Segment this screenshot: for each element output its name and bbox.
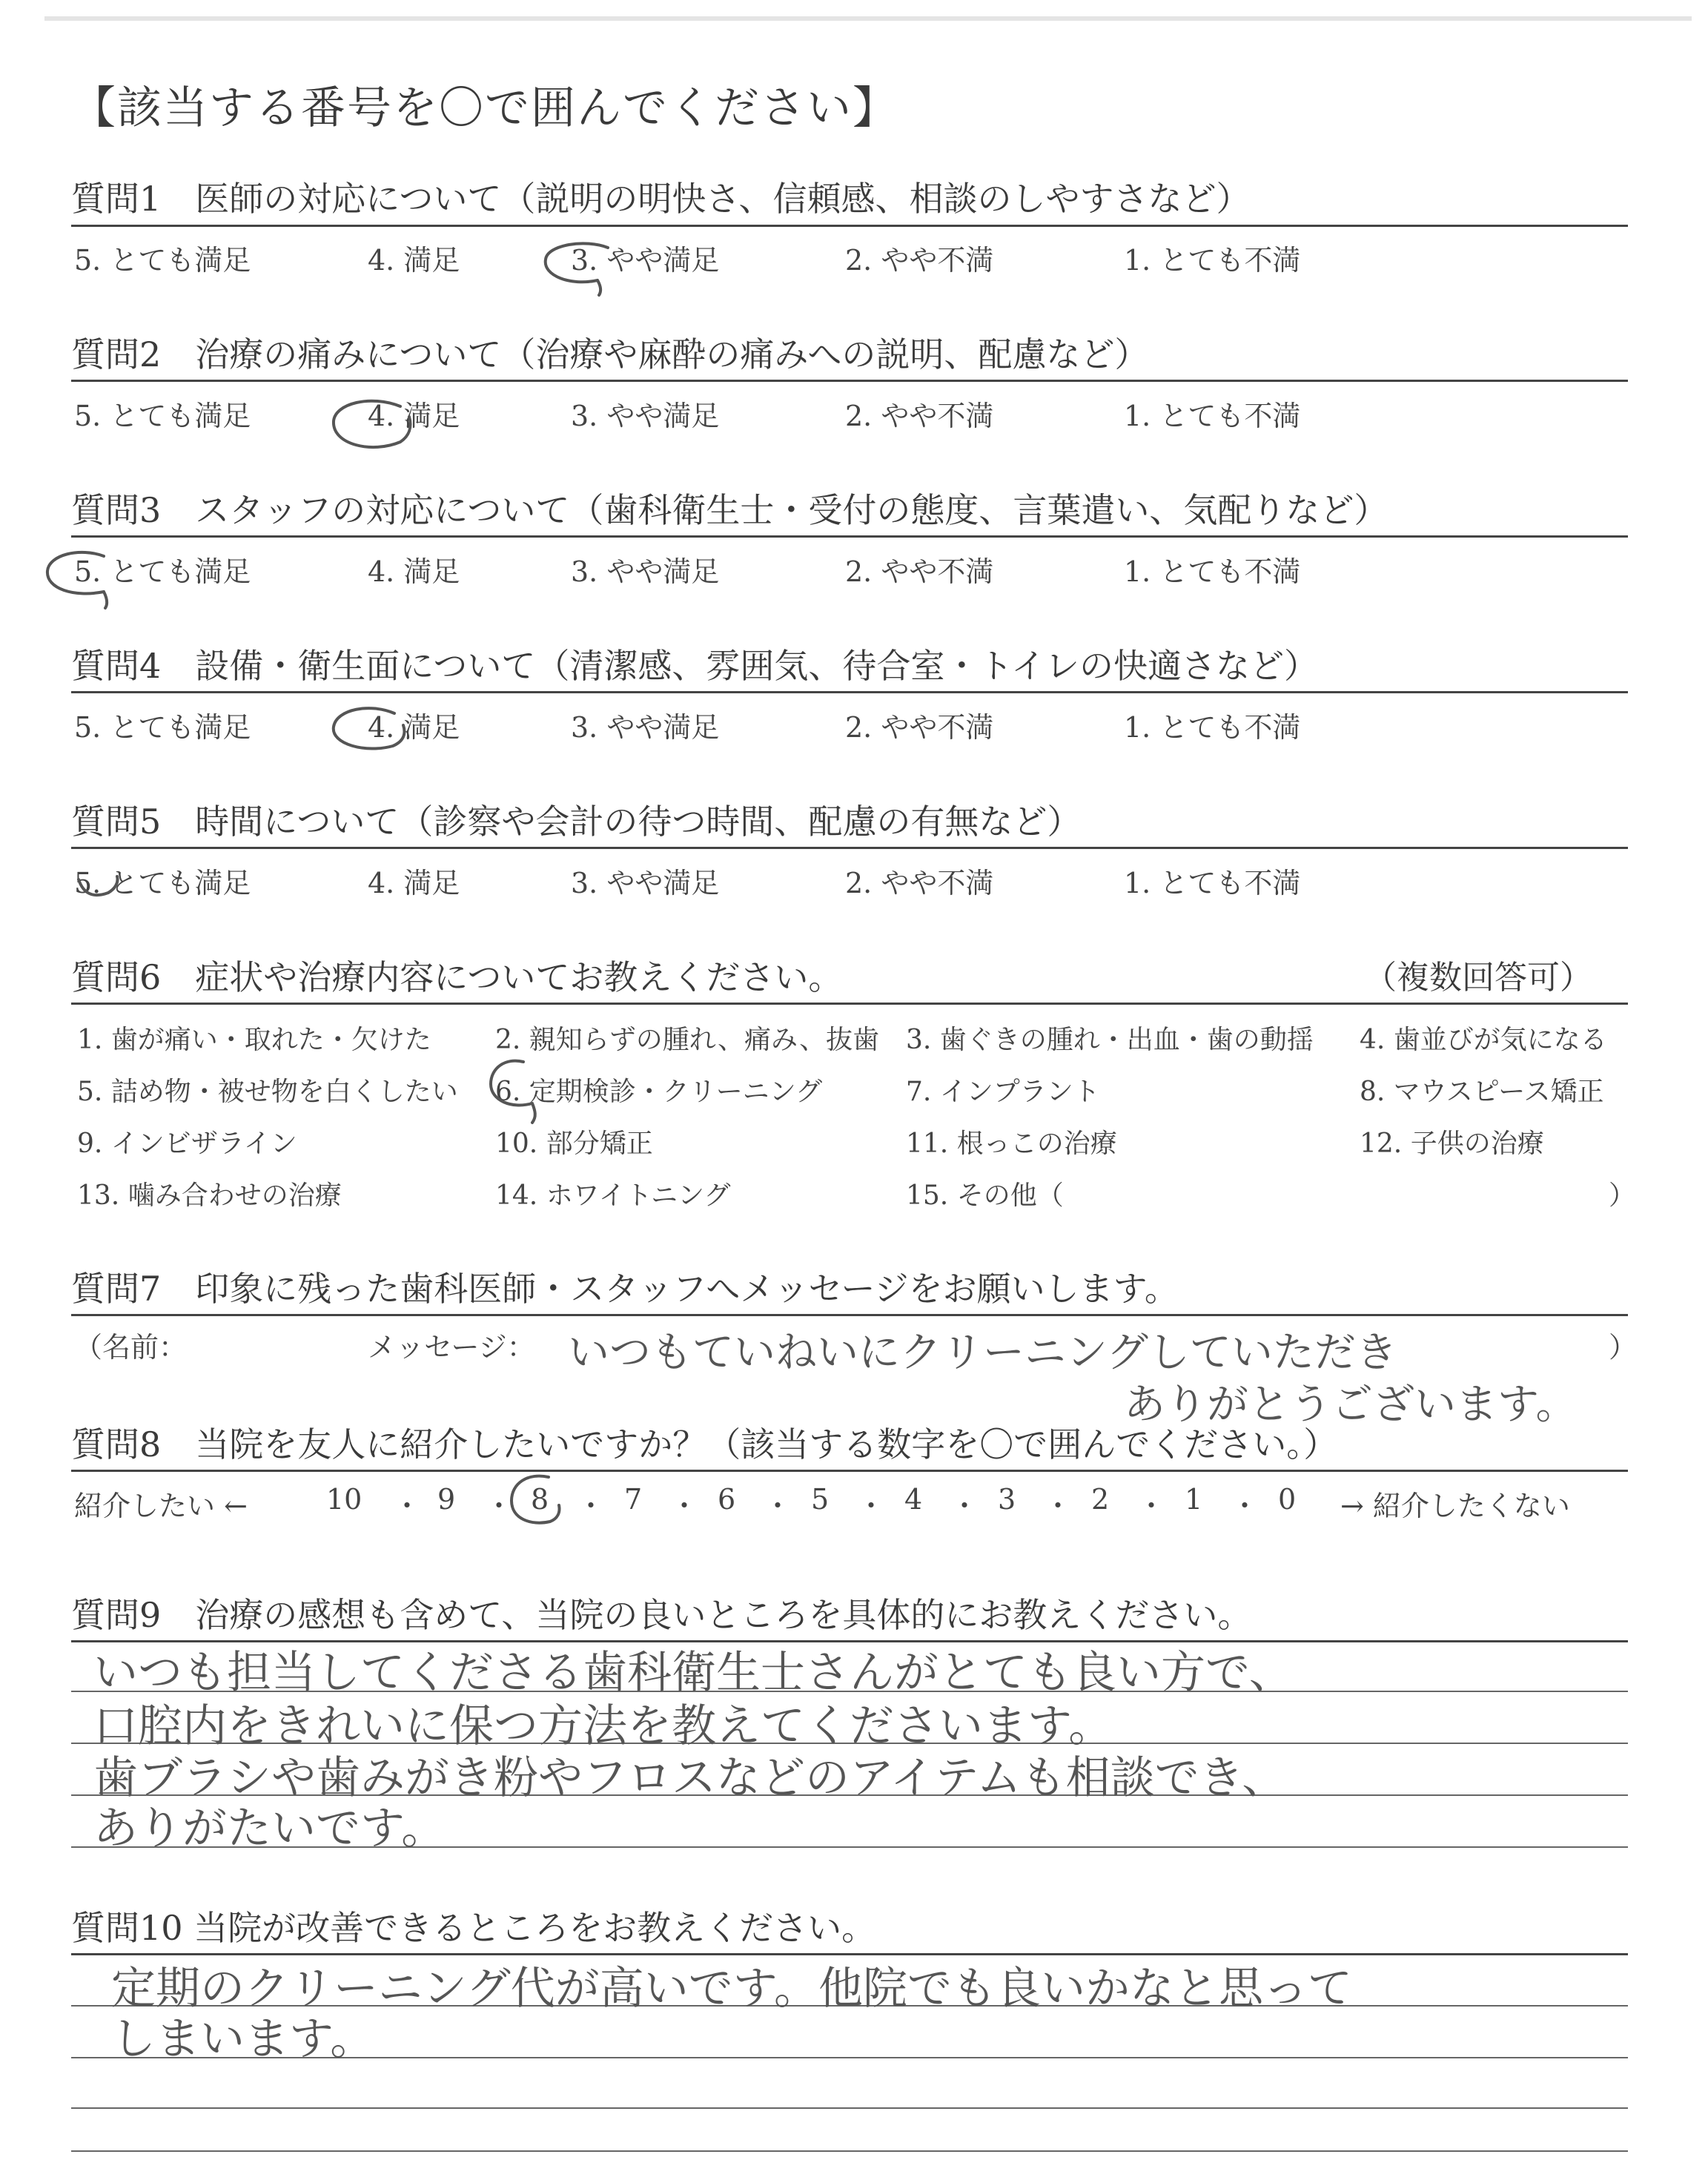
q6-option-1[interactable]: 1. 歯が痛い・取れた・欠けた <box>77 1025 431 1055</box>
q10-answer-line-1: 定期のクリーニング代が高いです。他院でも良いかなと思って <box>111 1963 1352 2015</box>
q10-answer-line-2: しまいます。 <box>111 2013 375 2065</box>
q6-option-14[interactable]: 14. ホワイトニング <box>495 1180 731 1211</box>
q1-option-5[interactable]: 5. とても満足 <box>74 244 251 277</box>
scale-1[interactable]: 1 <box>1185 1483 1203 1516</box>
q3-option-1[interactable]: 1. とても不満 <box>1124 555 1301 588</box>
q3-option-5[interactable]: 5. とても満足 <box>74 555 251 588</box>
scale-8[interactable]: 8 <box>531 1483 549 1516</box>
scale-10[interactable]: 10 <box>326 1483 363 1516</box>
q6-option-8[interactable]: 8. マウスピース矯正 <box>1360 1077 1604 1107</box>
q9-answer-line-3: 歯ブラシや歯みがき粉やフロスなどのアイテムも相談でき、 <box>93 1752 1287 1804</box>
q2-option-1[interactable]: 1. とても不満 <box>1124 400 1301 432</box>
scale-dot: ・ <box>857 1490 886 1522</box>
q5-option-3[interactable]: 3. やや満足 <box>571 867 720 899</box>
scale-dot: ・ <box>393 1490 422 1522</box>
scale-6[interactable]: 6 <box>718 1483 736 1516</box>
question-8-title: 質問8 当院を友人に紹介したいですか？（該当する数字を〇で囲んでください。） <box>71 1424 1338 1464</box>
q6-option-12[interactable]: 12. 子供の治療 <box>1360 1129 1544 1159</box>
q9-answer-line-2: 口腔内をきれいに保つ方法を教えてくださいます。 <box>93 1700 1113 1752</box>
q6-option-10[interactable]: 10. 部分矯正 <box>495 1129 653 1159</box>
q2-option-4[interactable]: 4. 満足 <box>368 400 460 432</box>
q5-option-4[interactable]: 4. 満足 <box>368 867 460 899</box>
q9-answer-line-1: いつも担当してくださる歯科衛生士さんがとても良い方で、 <box>93 1647 1294 1699</box>
scale-dot: ・ <box>1231 1490 1260 1522</box>
q2-option-3[interactable]: 3. やや満足 <box>571 400 720 432</box>
q6-option-3[interactable]: 3. 歯ぐきの腫れ・出血・歯の動揺 <box>906 1025 1314 1055</box>
multiple-answers-note: （複数回答可） <box>1364 959 1592 997</box>
q6-option-2[interactable]: 2. 親知らずの腫れ、痛み、抜歯 <box>495 1025 880 1055</box>
q5-selection-circle <box>79 876 118 895</box>
message-close-paren: ） <box>1609 1331 1638 1364</box>
q4-option-4[interactable]: 4. 満足 <box>368 711 460 744</box>
q1-option-2[interactable]: 2. やや不満 <box>845 244 994 277</box>
page-title: 【該当する番号を〇で囲んでください】 <box>71 82 898 134</box>
q1-selection-circle <box>546 243 608 295</box>
q3-option-3[interactable]: 3. やや満足 <box>571 555 720 588</box>
scale-0[interactable]: 0 <box>1278 1483 1297 1516</box>
scale-dot: ・ <box>670 1490 699 1522</box>
scale-5[interactable]: 5 <box>811 1483 830 1516</box>
q1-option-1[interactable]: 1. とても不満 <box>1124 244 1301 277</box>
q1-option-4[interactable]: 4. 満足 <box>368 244 460 277</box>
question-4-title: 質問4 設備・衛生面について（清潔感、雰囲気、待合室・トイレの快適さなど） <box>71 646 1319 686</box>
question-3-title: 質問3 スタッフの対応について（歯科衛生士・受付の態度、言葉遣い、気配りなど） <box>71 490 1388 530</box>
q6-option-5[interactable]: 5. 詰め物・被せ物を白くしたい <box>77 1077 458 1107</box>
q8-selection-circle <box>512 1476 560 1523</box>
scale-dot: ・ <box>1137 1490 1166 1522</box>
q5-option-1[interactable]: 1. とても不満 <box>1124 867 1301 899</box>
message-handwritten-line-2: ありがとうございます。 <box>1124 1381 1578 1429</box>
q4-option-1[interactable]: 1. とても不満 <box>1124 711 1301 744</box>
question-2-title: 質問2 治療の痛みについて（治療や麻酔の痛みへの説明、配慮など） <box>71 334 1149 374</box>
q2-option-2[interactable]: 2. やや不満 <box>845 400 994 432</box>
scale-dot: ・ <box>950 1490 979 1522</box>
q4-selection-circle <box>334 708 405 748</box>
q3-selection-circle <box>47 552 107 608</box>
q6-option-15[interactable]: 15. その他（ <box>906 1180 1064 1211</box>
scale-9[interactable]: 9 <box>437 1483 456 1516</box>
q3-option-4[interactable]: 4. 満足 <box>368 555 460 588</box>
question-7-title: 質問7 印象に残った歯科医師・スタッフへメッセージをお願いします。 <box>71 1269 1179 1309</box>
q3-option-2[interactable]: 2. やや不満 <box>845 555 994 588</box>
q6-other-close-paren: ） <box>1609 1180 1636 1211</box>
recommend-right-label: → 紹介したくない <box>1340 1490 1570 1522</box>
q4-option-2[interactable]: 2. やや不満 <box>845 711 994 744</box>
q6-option-6[interactable]: 6. 定期検診・クリーニング <box>495 1077 823 1107</box>
scale-4[interactable]: 4 <box>904 1483 923 1516</box>
q4-option-3[interactable]: 3. やや満足 <box>571 711 720 744</box>
recommend-left-label: 紹介したい ← <box>74 1490 248 1522</box>
question-9-title: 質問9 治療の感想も含めて、当院の良いところを具体的にお教えください。 <box>71 1595 1252 1635</box>
message-handwritten-line-1: いつもていねいにクリーニングしていただき <box>568 1329 1397 1377</box>
message-label: メッセージ： <box>368 1331 535 1364</box>
q5-option-5[interactable]: 5. とても満足 <box>74 867 251 899</box>
scale-dot: ・ <box>764 1490 792 1522</box>
q6-option-7[interactable]: 7. インプラント <box>906 1077 1100 1107</box>
q6-option-11[interactable]: 11. 根っこの治療 <box>906 1129 1117 1159</box>
scale-dot: ・ <box>1044 1490 1073 1522</box>
q5-option-2[interactable]: 2. やや不満 <box>845 867 994 899</box>
question-5-title: 質問5 時間について（診察や会計の待つ時間、配慮の有無など） <box>71 802 1082 842</box>
scale-dot: ・ <box>485 1490 514 1522</box>
scale-7[interactable]: 7 <box>624 1483 643 1516</box>
question-1-title: 質問1 医師の対応について（説明の明快さ、信頼感、相談のしやすさなど） <box>71 179 1251 219</box>
question-6-title: 質問6 症状や治療内容についてお教えください。 <box>71 957 843 997</box>
question-10-title: 質問10 当院が改善できるところをお教えください。 <box>71 1908 876 1948</box>
q2-selection-circle <box>334 401 411 447</box>
q6-option-9[interactable]: 9. インビザライン <box>77 1129 297 1159</box>
q6-option-4[interactable]: 4. 歯並びが気になる <box>1360 1025 1607 1055</box>
name-label: （名前： <box>74 1331 188 1364</box>
q1-option-3[interactable]: 3. やや満足 <box>571 244 720 277</box>
q2-option-5[interactable]: 5. とても満足 <box>74 400 251 432</box>
q4-option-5[interactable]: 5. とても満足 <box>74 711 251 744</box>
q6-selection-circle <box>491 1061 535 1123</box>
scale-3[interactable]: 3 <box>998 1483 1016 1516</box>
scale-dot: ・ <box>577 1490 606 1522</box>
scale-2[interactable]: 2 <box>1091 1483 1110 1516</box>
q6-option-13[interactable]: 13. 噛み合わせの治療 <box>77 1180 342 1211</box>
q9-answer-line-4: ありがたいです。 <box>93 1803 446 1855</box>
